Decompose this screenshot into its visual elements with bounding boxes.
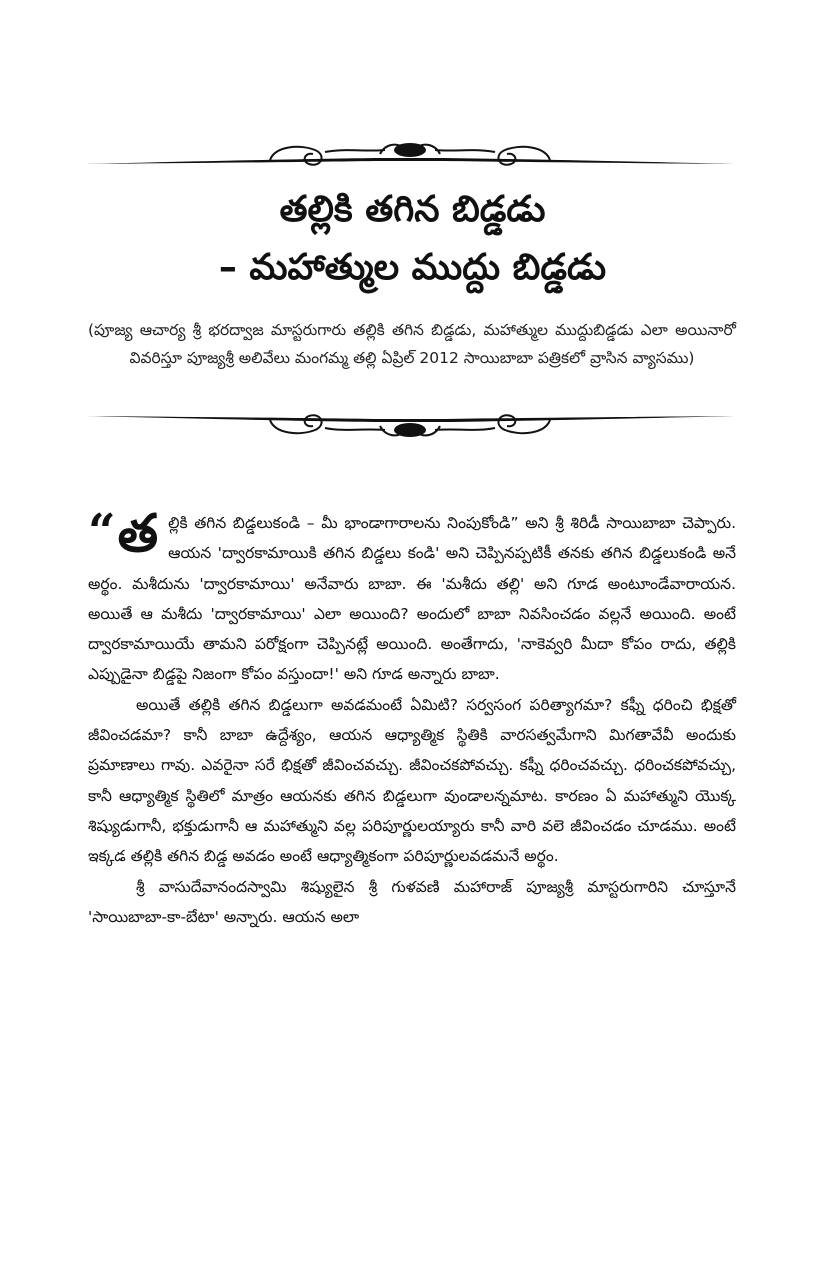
- paragraph-2: అయితే తల్లికి తగిన బిడ్డలుగా అవడమంటే ఏమిటి? సర్వసంగ పరిత్యాగమా? కఫ్నీ ధరించి భిక్షతో జీవించడమా? కానీ బాబా ఉద్దేశ్యం, ఆయన ఆధ్యాత్మిక స్థితికి వారసత్వమేగాని మిగతావేవీ అందుకు ప్రమాణాలు గావు. ఎవరైనా సరే భిక్షతో జీవించవచ్చు. జీవించకపోవచ్చు. కఫ్నీ ధరించవచ్చు. ధరించకపోవచ్చు, కానీ ఆధ్యాత్మిక స్థితిలో మాత్రం ఆయనకు తగిన బిడ్డలుగా వుండాలన్నమాట. కారణం ఏ మహాత్ముని యొక్క శిష్యుడుగానీ, భక్తుడుగానీ ఆ మహాత్ముని వల్ల పరిపూర్ణులయ్యారు కానీ వారి వలె జీవించడం చూడము. అంటే ఇక్కడ తల్లికి తగిన బిడ్డ అవడం అంటే ఆధ్యాత్మికంగా పరిపూర్ణులవడమనే అర్థం.: [88, 695, 736, 866]
- paragraph-3: శ్రీ వాసుదేవానందస్వామి శిష్యులైన శ్రీ గుళవణి మహారాజ్ పూజ్యశ్రీ మాస్టరుగారిని చూస్తూనే 'సాయిబాబా-కా-బేటా' అన్నారు. ఆయన అలా: [88, 877, 736, 926]
- article-body: [88, 504, 736, 932]
- drop-cap-letter: త: [117, 504, 159, 564]
- paragraph-1: [88, 504, 736, 690]
- paragraph-1-text: ల్లికి తగిన బిడ్డలుకండి – మీ భాండాగారాలను నింపుకోండి” అని శ్రీ శిరిడీ సాయిబాబా చెప్పారు. ఆయన 'ద్వారకామాయికి తగిన బిడ్డలు కండి' అని చెప్పినప్పటికీ తనకు తగిన బిడ్డలుకండి అనే అర్థం. మశీదును 'ద్వారకామాయి' అనేవారు బాబా. ఈ 'మశీదు తల్లి' అని గూడ అంటూండేవారాయన. అయితే ఆ మశీదు 'ద్వారకామాయి' ఎలా అయింది? అందులో బాబా నివసించడం వల్లనే అయింది. అంటే ద్వారకామాయియే తామని పరోక్షంగా చెప్పినట్లే అయింది. అంతేగాదు, 'నాకెవ్వరి మీదా కోపం రాదు, తల్లికి ఎప్పుడైనా బిడ్డపై నిజంగా కోపం వస్తుందా!' అని గూడ అన్నారు బాబా.: [88, 514, 736, 684]
- article-subtitle: (పూజ్య ఆచార్య శ్రీ భరద్వాజ మాస్టరుగారు తల్లికి తగిన బిడ్డడు, మహాత్ముల ముద్దుబిడ్డడు ఎలా అయినారో వివరిస్తూ పూజ్యశ్రీ అలివేలు మంగమ్మ తల్లి ఏప్రిల్ 2012 సాయిబాబా పత్రికలో వ్రాసిన వ్యాసము): [88, 321, 736, 367]
- top-ornament-divider: [85, 138, 735, 178]
- article-title-line-2: – మహాత్ముల ముద్దు బిడ్డడు: [218, 247, 607, 288]
- opening-quote-mark: “: [88, 504, 116, 560]
- bottom-ornament-divider: [85, 402, 735, 442]
- article-title-line-1: తల్లికి తగిన బిడ్డడు: [279, 189, 546, 230]
